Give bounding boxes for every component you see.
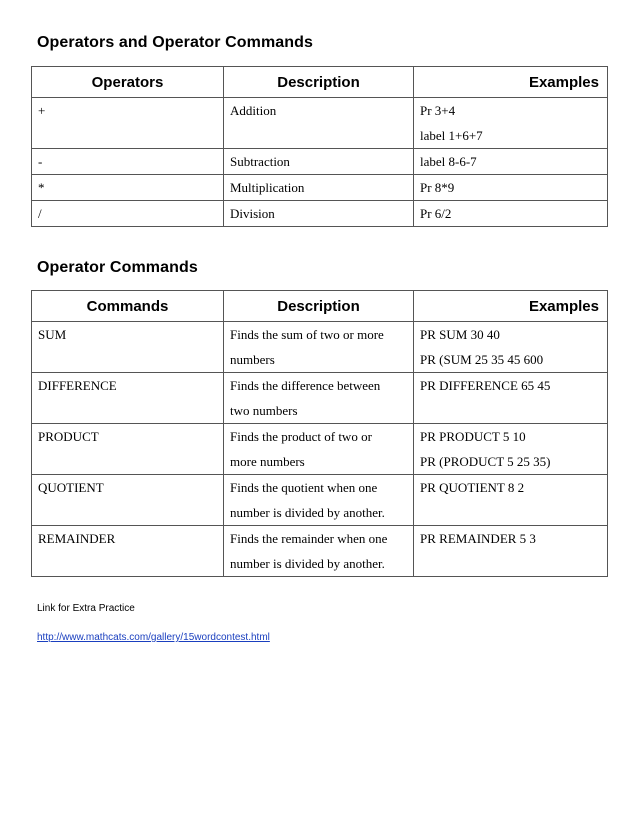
column-header-examples: Examples (414, 67, 608, 98)
column-header-commands: Commands (32, 291, 224, 322)
example-line: PR REMAINDER 5 3 (420, 531, 536, 546)
example-line: PR SUM 30 40 (420, 327, 500, 342)
example-line: PR (SUM 25 35 45 600 (420, 352, 544, 367)
extra-practice-link[interactable]: http://www.mathcats.com/gallery/15wordcontest.html (37, 632, 270, 643)
command-cell: PRODUCT (32, 424, 224, 475)
command-cell: REMAINDER (32, 526, 224, 577)
table-row (32, 149, 608, 175)
examples-cell (414, 424, 608, 475)
table-row (32, 475, 608, 526)
examples-cell (414, 526, 608, 577)
examples-cell (414, 322, 608, 373)
description-cell (224, 475, 414, 526)
column-header-description: Description (224, 67, 414, 98)
examples-cell (414, 175, 608, 201)
description-line: two numbers (230, 403, 298, 418)
operator-cell: - (32, 149, 224, 175)
examples-cell (414, 149, 608, 175)
table-row (32, 424, 608, 475)
description-cell (224, 526, 414, 577)
extra-practice-label: Link for Extra Practice (37, 603, 135, 614)
command-cell: QUOTIENT (32, 475, 224, 526)
description-cell: Multiplication (224, 175, 414, 201)
section-title-operator-commands: Operator Commands (37, 259, 198, 276)
table-header-row (32, 67, 608, 98)
section-title-operators: Operators and Operator Commands (37, 34, 314, 51)
description-cell: Subtraction (224, 149, 414, 175)
example-line: PR QUOTIENT 8 2 (420, 480, 525, 495)
operator-commands-table (31, 290, 608, 577)
example-line: Pr 8*9 (420, 180, 455, 195)
examples-cell (414, 98, 608, 149)
table-row (32, 98, 608, 149)
operators-table (31, 66, 608, 227)
examples-cell (414, 373, 608, 424)
description-cell (224, 424, 414, 475)
example-line: PR DIFFERENCE 65 45 (420, 378, 551, 393)
description-line: numbers (230, 352, 275, 367)
table-header-row (32, 291, 608, 322)
table-row (32, 373, 608, 424)
description-line: Finds the product of two or (230, 429, 372, 444)
description-cell: Division (224, 201, 414, 227)
description-line: number is divided by another. (230, 556, 385, 571)
examples-cell (414, 475, 608, 526)
description-line: number is divided by another. (230, 505, 385, 520)
operator-cell: / (32, 201, 224, 227)
description-line: Finds the remainder when one (230, 531, 388, 546)
example-line: Pr 3+4 (420, 103, 456, 118)
command-cell: DIFFERENCE (32, 373, 224, 424)
description-line: Finds the quotient when one (230, 480, 378, 495)
description-cell (224, 322, 414, 373)
examples-cell (414, 201, 608, 227)
description-line: Finds the sum of two or more (230, 327, 384, 342)
operator-cell: + (32, 98, 224, 149)
operator-cell: * (32, 175, 224, 201)
description-line: Finds the difference between (230, 378, 381, 393)
column-header-examples: Examples (414, 291, 608, 322)
description-line: more numbers (230, 454, 305, 469)
command-cell: SUM (32, 322, 224, 373)
table-row (32, 175, 608, 201)
example-line: PR (PRODUCT 5 25 35) (420, 454, 551, 469)
table-row (32, 526, 608, 577)
column-header-description: Description (224, 291, 414, 322)
table-row (32, 322, 608, 373)
column-header-operators: Operators (32, 67, 224, 98)
table-row (32, 201, 608, 227)
example-line: Pr 6/2 (420, 206, 452, 221)
description-cell: Addition (224, 98, 414, 149)
example-line: label 1+6+7 (420, 128, 483, 143)
example-line: label 8-6-7 (420, 154, 477, 169)
description-cell (224, 373, 414, 424)
example-line: PR PRODUCT 5 10 (420, 429, 526, 444)
